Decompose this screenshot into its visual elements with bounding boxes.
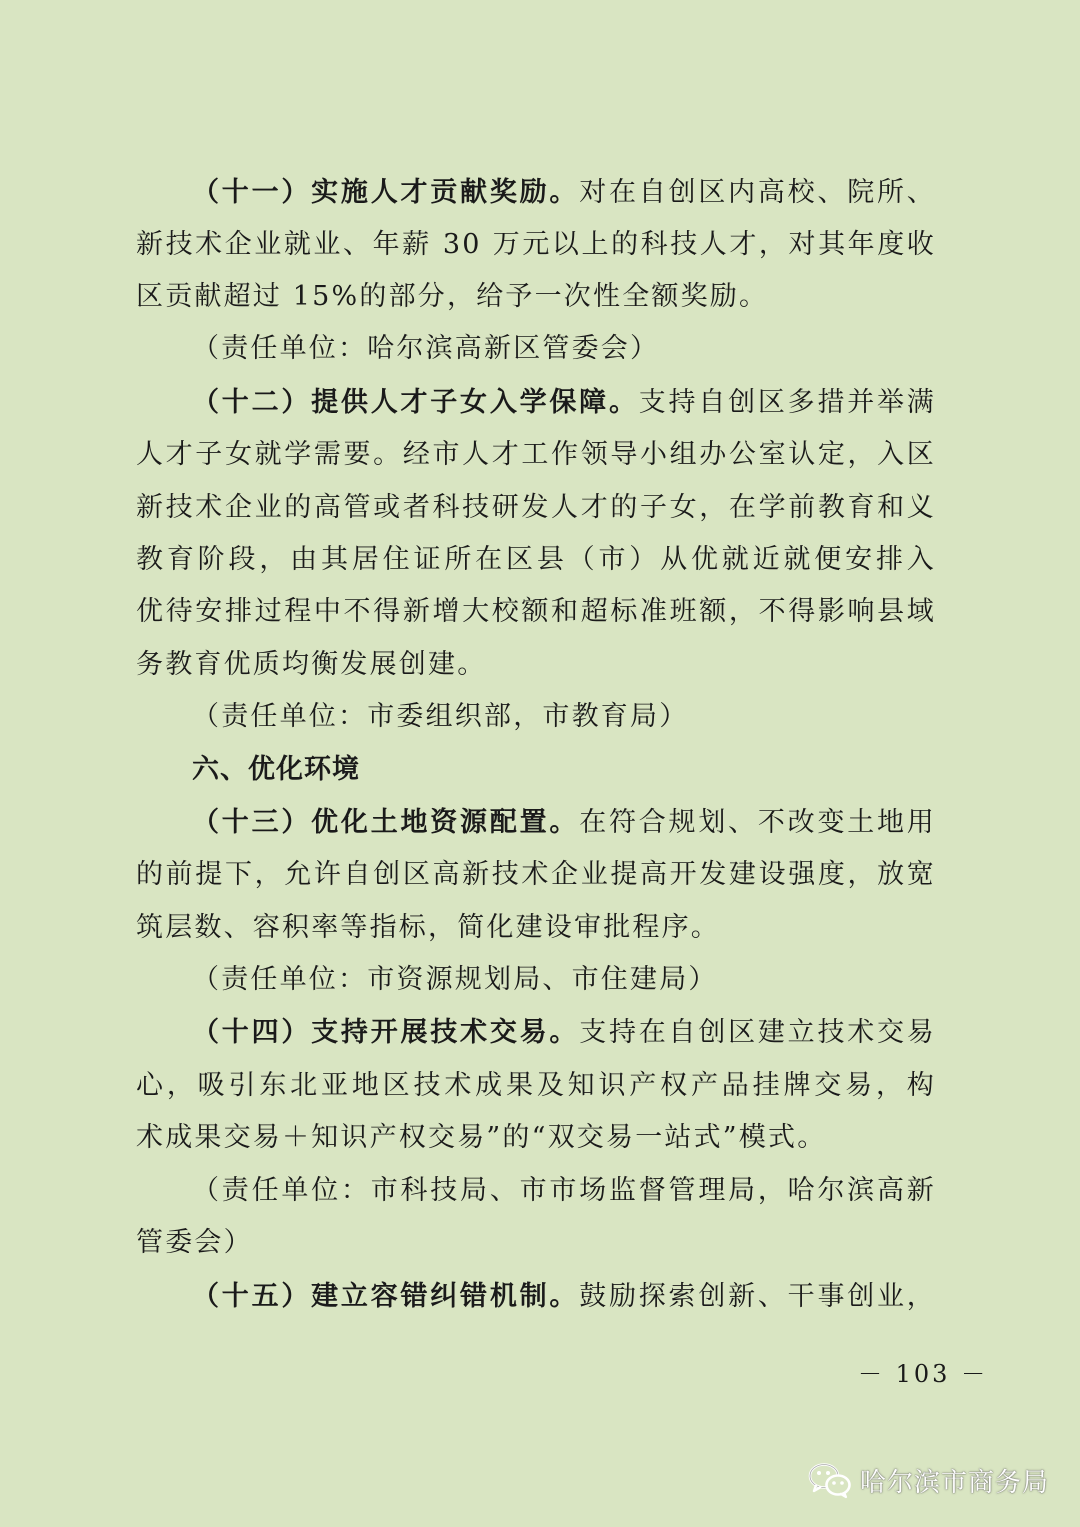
paragraph-line: 新技术企业就业、年薪 30 万元以上的科技人才，对其年度收 (136, 229, 936, 260)
paragraph-line: 心，吸引东北亚地区技术成果及知识产权产品挂牌交易，构 (136, 1070, 936, 1101)
item-text: 支持在自创区建立技术交易 (579, 1017, 936, 1048)
wechat-icon (808, 1461, 852, 1499)
paragraph-line (192, 175, 936, 211)
responsible-unit-line: （责任单位：市资源规划局、市住建局） (192, 964, 718, 995)
item-title: （十三）优化土地资源配置。 (192, 807, 580, 838)
item-text: 对在自创区内高校、院所、 (579, 177, 936, 208)
paragraph-line: 教育阶段，由其居住证所在区县（市）从优就近就便安排入 (136, 544, 936, 575)
item-text: 支持自创区多措并举满 (638, 387, 936, 418)
paragraph-line: 术成果交易＋知识产权交易”的“双交易一站式”模式。 (136, 1122, 827, 1153)
paragraph-line (192, 1279, 936, 1315)
watermark (808, 1458, 1049, 1502)
responsible-unit-line: （责任单位：市科技局、市市场监督管理局，哈尔滨高新 (192, 1175, 936, 1206)
paragraph-line: 务教育优质均衡发展创建。 (136, 649, 487, 680)
page-number: － 103 － (858, 1360, 989, 1388)
paragraph-line: 区贡献超过 15%的部分，给予一次性全额奖励。 (136, 281, 769, 312)
paragraph-line: 人才子女就学需要。经市人才工作领导小组办公室认定，入区 (136, 439, 936, 470)
paragraph-line (192, 805, 936, 841)
item-text: 鼓励探索创新、干事创业， (579, 1281, 936, 1312)
paragraph-line (192, 1015, 936, 1051)
item-title: （十五）建立容错纠错机制。 (192, 1281, 580, 1312)
item-title: （十二）提供人才子女入学保障。 (192, 387, 639, 418)
watermark-text: 哈尔滨市商务局 (860, 1467, 1050, 1498)
responsible-unit-line: 管委会） (136, 1227, 253, 1258)
item-text: 在符合规划、不改变土地用 (579, 807, 936, 838)
paragraph-line: 优待安排过程中不得新增大校额和超标准班额，不得影响县域 (136, 596, 936, 627)
item-title: （十一）实施人才贡献奖励。 (192, 177, 580, 208)
paragraph-line: 新技术企业的高管或者科技研发人才的子女，在学前教育和义 (136, 492, 936, 523)
item-title: （十四）支持开展技术交易。 (192, 1017, 580, 1048)
responsible-unit-line: （责任单位：哈尔滨高新区管委会） (192, 333, 660, 364)
paragraph-line (192, 385, 936, 421)
section-heading: 六、优化环境 (192, 754, 360, 785)
responsible-unit-line: （责任单位：市委组织部，市教育局） (192, 701, 689, 732)
paragraph-line: 的前提下，允许自创区高新技术企业提高开发建设强度，放宽 (136, 859, 936, 890)
paragraph-line: 筑层数、容积率等指标，简化建设审批程序。 (136, 912, 720, 943)
